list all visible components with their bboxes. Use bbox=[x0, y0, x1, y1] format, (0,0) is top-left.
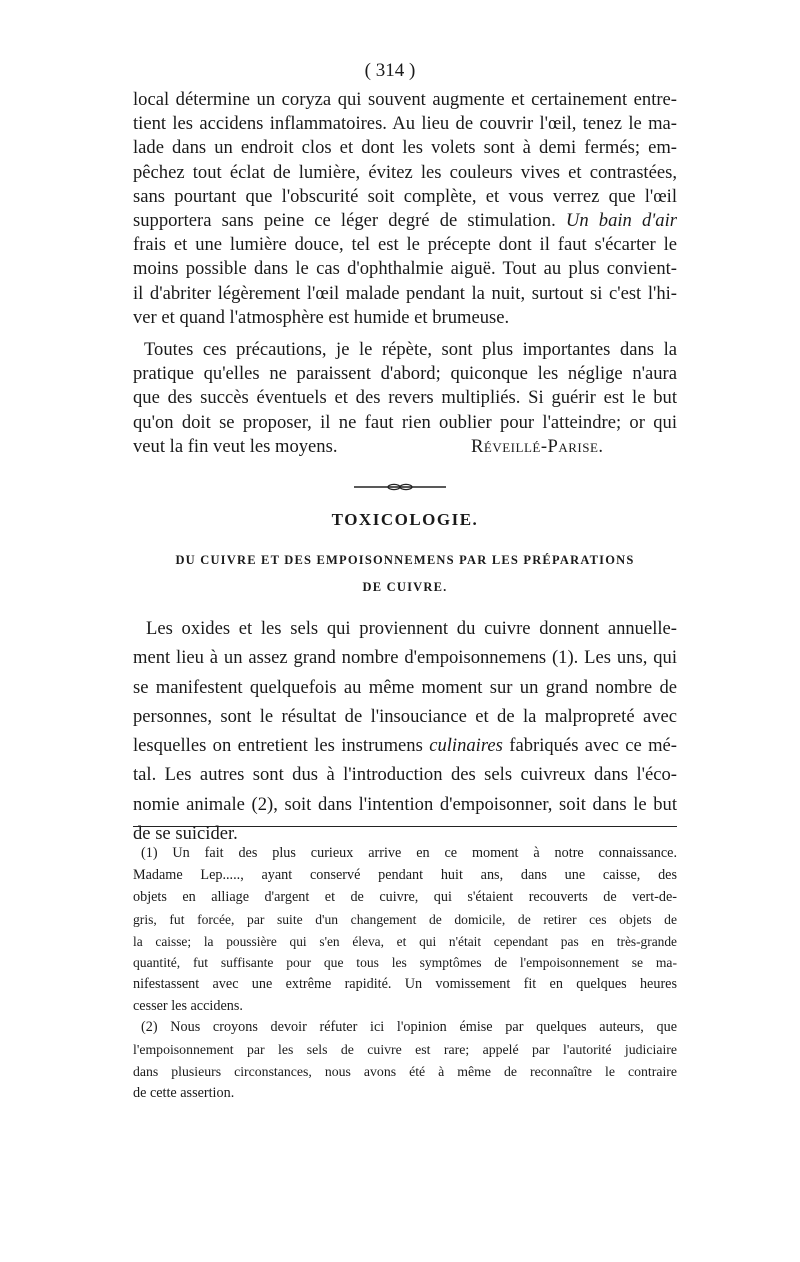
footnote-line: Madame Lep....., ayant conservé pendant huit ans, dans une caisse, des bbox=[133, 866, 677, 883]
text-line: de se suicider. bbox=[133, 823, 238, 845]
paragraph-ophthalmia bbox=[133, 88, 677, 330]
footnote-line: (1) Un fait des plus curieux arrive en ce moment à notre connaissance. bbox=[141, 845, 677, 861]
text-line-with-italic bbox=[133, 731, 677, 760]
section-subtitle-continued: DE CUIVRE. bbox=[362, 580, 448, 594]
paragraph-precautions bbox=[133, 338, 677, 459]
text-line: moins possible dans le cas d'ophthalmie aiguë. Tout au plus convient- bbox=[133, 258, 677, 280]
ornament-divider bbox=[350, 482, 450, 492]
text-line: pêchez tout éclat de lumière, évitez les couleurs vives et contrastées, bbox=[133, 161, 677, 183]
text-line: lade dans un endroit clos et dont les volets sont à demi fermés; em- bbox=[133, 137, 677, 159]
text-line: nomie animale (2), soit dans l'intention d'empoisonner, soit dans le but bbox=[133, 793, 677, 815]
text-line: local détermine un coryza qui souvent augmente et certainement entre- bbox=[133, 89, 677, 110]
text-line: se manifestent quelquefois au même moment sur un grand nombre de bbox=[133, 676, 677, 698]
footnote-2 bbox=[133, 1017, 677, 1105]
italic-word: culinaires bbox=[429, 735, 503, 757]
footnote-line: de cette assertion. bbox=[133, 1084, 235, 1101]
italic-phrase: Un bain d'air bbox=[565, 209, 677, 231]
text-line: Les oxides et les sels qui proviennent du cuivre donnent annuelle- bbox=[146, 618, 677, 639]
section-title: TOXICOLOGIE. bbox=[331, 510, 479, 529]
text-line: pratique qu'elles ne paraissent d'abord; quiconque les néglige n'aura bbox=[133, 363, 677, 385]
text-segment: supportera sans peine ce léger degré de stimulation. bbox=[133, 209, 556, 231]
text-segment: veut la fin veut les moyens. bbox=[133, 435, 338, 457]
footnote-line: (2) Nous croyons devoir réfuter ici l'opinion émise par quelques auteurs, que bbox=[141, 1019, 677, 1035]
text-line: tal. Les autres sont dus à l'introduction des sels cuivreux dans l'éco- bbox=[133, 764, 677, 786]
text-line: qu'on doit se proposer, il ne faut rien oublier pour l'atteindre; or qui bbox=[133, 411, 677, 433]
paragraph-copper-poisoning bbox=[133, 614, 677, 848]
footnote-line: cesser les accidens. bbox=[133, 998, 243, 1015]
text-line: Toutes ces précautions, je le répète, sont plus importantes dans la bbox=[144, 339, 677, 360]
text-line: ver et quand l'atmosphère est humide et brumeuse. bbox=[133, 306, 510, 328]
text-line-with-signature bbox=[133, 435, 677, 459]
author-signature: Réveillé-Parise. bbox=[471, 435, 604, 457]
footnote-line: objets en alliage d'argent et de cuivre, qui s'étaient recouverts de vert-de- bbox=[133, 888, 677, 905]
text-line: ment lieu à un assez grand nombre d'empoisonnemens (1). Les uns, qui bbox=[133, 647, 677, 669]
footnote-line: gris, fut forcée, par suite d'un changement de domicile, de retirer ces objets de bbox=[133, 911, 677, 927]
footnote-line: nifestassent avec une extrême rapidité. Un vomissement fit en quelques heures bbox=[133, 976, 677, 993]
text-segment: lesquelles on entretient les instrumens bbox=[133, 735, 423, 757]
text-line-with-italic bbox=[133, 209, 677, 233]
footnote-line: l'empoisonnement par les sels de cuivre est rare; appelé par l'autorité judiciaire bbox=[133, 1041, 677, 1057]
text-line: frais et une lumière douce, tel est le précepte dont il faut s'écarter le bbox=[133, 234, 677, 256]
footnote-line: la caisse; la poussière qui s'en éleva, et qui n'était cependant pas en très-grande bbox=[133, 933, 677, 949]
text-line: tient les accidens inflammatoires. Au lieu de couvrir l'œil, tenez le ma- bbox=[133, 113, 677, 135]
footnote-line: dans plusieurs circonstances, nous avons été à même de reconnaître le contraire bbox=[133, 1063, 677, 1079]
text-line: personnes, sont le résultat de l'insouciance et de la malpropreté avec bbox=[133, 705, 677, 727]
footnote-separator bbox=[133, 826, 677, 827]
footnote-line: quantité, fut suffisante pour que tous les symptômes de l'empoisonnement se ma- bbox=[133, 955, 677, 971]
page-number: ( 314 ) bbox=[364, 60, 416, 81]
footnote-1 bbox=[133, 843, 677, 1018]
text-line: que des succès éventuels et des revers multipliés. Si guérir est le but bbox=[133, 387, 677, 409]
text-segment: fabriqués avec ce mé- bbox=[509, 735, 677, 757]
text-line: sans pourtant que l'obscurité soit complète, et vous verrez que l'œil bbox=[133, 185, 677, 207]
text-line: il d'abriter légèrement l'œil malade pendant la nuit, surtout si c'est l'hi- bbox=[133, 282, 677, 304]
section-subtitle: DU CUIVRE ET DES EMPOISONNEMENS PAR LES PRÉPARATIONS bbox=[175, 553, 635, 567]
